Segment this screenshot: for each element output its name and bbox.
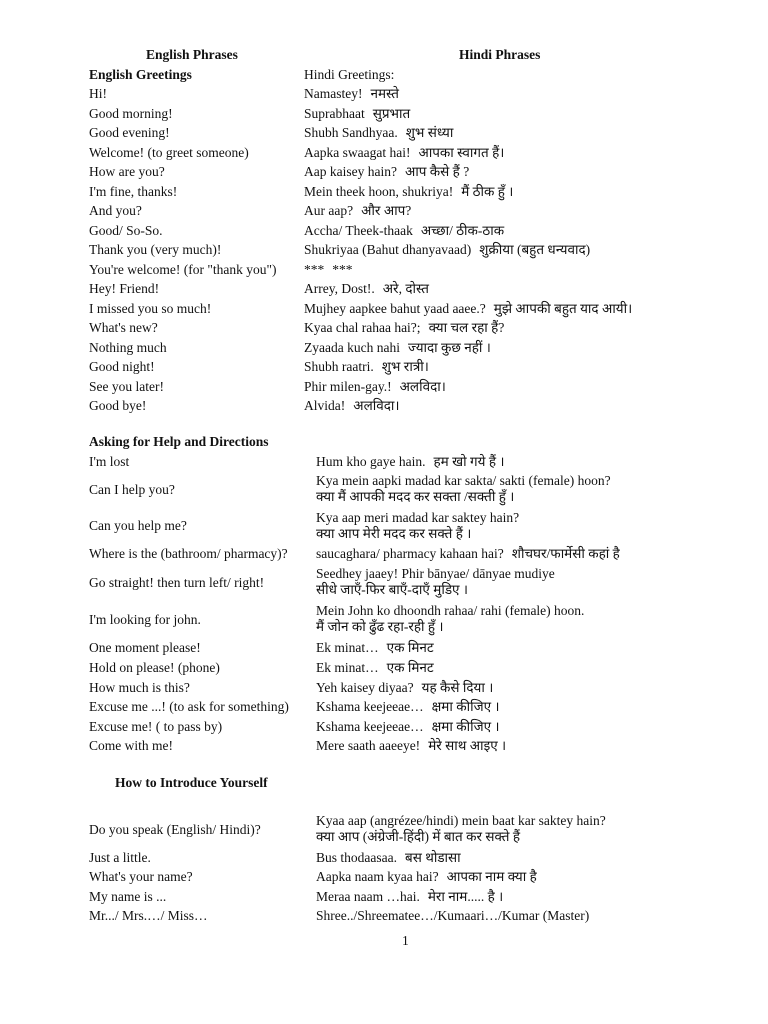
hindi-devanagari: क्या आप (अंग्रेजी-हिंदी) में बात कर सक्ते हैं (316, 829, 520, 844)
hindi-transliteration: Alvida! (304, 398, 346, 413)
english-phrase: Hey! Friend! (89, 281, 160, 296)
hindi-phrase (316, 738, 506, 754)
hindi-transliteration: Aapka naam kyaa hai? (316, 869, 439, 884)
hindi-phrase (304, 223, 504, 239)
english-phrase: Mr.../ Mrs.…/ Miss… (89, 908, 208, 923)
english-phrase: I missed you so much! (89, 300, 212, 316)
hindi-phrase (316, 850, 461, 866)
hindi-devanagari: बस थोडासा (404, 850, 461, 865)
hindi-phrase (316, 660, 434, 676)
hindi-phrase (316, 546, 620, 562)
hindi-phrase (316, 566, 555, 598)
hindi-transliteration: Aap kaisey hain? (304, 164, 397, 179)
hindi-transliteration: Kshama keejeeae… (316, 719, 424, 734)
hindi-transliteration: Yeh kaisey diyaa? (316, 680, 414, 695)
english-phrase: I'm looking for john. (89, 612, 201, 627)
hindi-phrase (316, 454, 504, 470)
english-phrase: Can you help me? (89, 518, 187, 533)
hindi-transliteration: Kyaa chal rahaa hai?; (304, 320, 421, 335)
hindi-phrase (304, 242, 590, 258)
section-title-introduce: How to Introduce Yourself (115, 775, 268, 790)
hindi-devanagari: शौचघर/फार्मेसी कहां है (511, 546, 620, 561)
header-english-phrases: English Phrases (146, 47, 238, 62)
english-phrase: Good morning! (89, 105, 173, 121)
hindi-transliteration: Arrey, Dost!. (304, 281, 375, 296)
hindi-devanagari: अलविदा। (353, 398, 400, 413)
hindi-devanagari: आपका नाम क्या है (446, 869, 537, 884)
english-phrase: Welcome! (to greet someone) (89, 144, 249, 160)
english-phrase: What's your name? (89, 869, 193, 884)
hindi-devanagari: *** (332, 261, 353, 277)
hindi-phrase (304, 145, 504, 161)
hindi-phrase (304, 281, 429, 297)
english-phrase: Good evening! (89, 125, 170, 140)
hindi-transliteration: Bus thodaasaa. (316, 850, 397, 865)
hindi-devanagari: एक मिनट (386, 660, 434, 675)
hindi-transliteration: Accha/ Theek-thaak (304, 222, 413, 238)
hindi-transliteration: Kshama keejeeae… (316, 699, 424, 714)
hindi-transliteration: Mein theek hoon, shukriya! (304, 183, 454, 199)
hindi-phrase (316, 510, 519, 542)
hindi-devanagari: क्या मैं आपकी मदद कर सक्ता /सक्ती हुँ । (316, 489, 515, 504)
hindi-phrase (304, 340, 491, 356)
hindi-devanagari: क्षमा कीजिए । (431, 719, 500, 734)
hindi-devanagari: ज्यादा कुछ नहीं । (407, 339, 491, 355)
hindi-transliteration: Suprabhaat (304, 105, 365, 121)
hindi-phrase (304, 379, 446, 395)
english-phrase: See you later! (89, 378, 164, 394)
page-number: 1 (402, 933, 409, 948)
hindi-devanagari: एक मिनट (386, 640, 434, 655)
hindi-transliteration: Shubh raatri. (304, 359, 374, 374)
english-phrase: What's new? (89, 320, 158, 335)
english-phrase: Nothing much (89, 339, 167, 355)
hindi-transliteration: Namastey! (304, 86, 363, 101)
hindi-transliteration: Zyaada kuch nahi (304, 339, 400, 355)
hindi-phrase (316, 889, 503, 905)
english-phrase: How much is this? (89, 680, 190, 695)
english-phrase: Hi! (89, 86, 107, 101)
hindi-phrase (316, 719, 500, 735)
hindi-phrase (304, 359, 429, 375)
hindi-phrase (316, 869, 537, 885)
hindi-devanagari: यह कैसे दिया । (421, 680, 494, 695)
hindi-phrase (316, 680, 493, 696)
hindi-phrase (304, 125, 453, 141)
hindi-devanagari: और आप? (361, 203, 412, 218)
hindi-transliteration: Kyaa aap (angrézee/hindi) mein baat kar saktey hain? (316, 813, 606, 828)
english-phrase: Can I help you? (89, 482, 175, 497)
hindi-transliteration: Shree../Shreematee…/Kumaari…/Kumar (Master) (316, 908, 590, 923)
hindi-phrase (304, 164, 469, 180)
hindi-devanagari: अरे, दोस्त (382, 281, 429, 296)
hindi-transliteration: Ek minat… (316, 660, 379, 675)
hindi-devanagari: मेरे साथ आइए । (428, 738, 507, 753)
hindi-devanagari: आप कैसे हैं ? (404, 164, 470, 179)
hindi-devanagari: सुप्रभात (372, 105, 411, 121)
hindi-transliteration: Seedhey jaaey! Phir bānyae/ dānyae mudiye (316, 566, 555, 581)
english-phrase: Hold on please! (phone) (89, 660, 220, 675)
english-phrase: Good/ So-So. (89, 222, 163, 238)
header-hindi-phrases: Hindi Phrases (459, 47, 541, 62)
english-phrase: Good bye! (89, 398, 147, 413)
english-phrase: I'm lost (89, 454, 130, 469)
english-phrase: Do you speak (English/ Hindi)? (89, 822, 261, 837)
hindi-devanagari: नमस्ते (370, 86, 399, 101)
hindi-devanagari: क्या चल रहा हैं? (428, 320, 505, 335)
hindi-phrase (316, 813, 606, 845)
hindi-devanagari: मुझे आपकी बहुत याद आयी। (493, 300, 633, 316)
hindi-transliteration: Kya aap meri madad kar saktey hain? (316, 510, 520, 525)
hindi-devanagari: क्षमा कीजिए । (431, 699, 500, 714)
hindi-devanagari: अच्छा/ ठीक-ठाक (420, 222, 505, 238)
hindi-devanagari: मेरा नाम..... है । (427, 889, 504, 904)
hindi-transliteration: Shukriyaa (Bahut dhanyavaad) (304, 242, 472, 257)
hindi-transliteration: Hum kho gaye hain. (316, 454, 426, 469)
section-title-directions: Asking for Help and Directions (89, 434, 269, 449)
english-phrase: One moment please! (89, 640, 201, 655)
hindi-phrase (316, 640, 434, 656)
hindi-devanagari: सीधे जाएँ-फिर बाएँ-दाएँ मुडिए । (316, 582, 468, 597)
english-phrase: Excuse me ...! (to ask for something) (89, 699, 289, 714)
hindi-phrase (316, 603, 584, 635)
english-phrase: You're welcome! (for "thank you") (89, 261, 277, 277)
english-phrase: And you? (89, 203, 142, 218)
english-phrase: Excuse me! ( to pass by) (89, 719, 223, 734)
english-phrase: Thank you (very much)! (89, 242, 222, 257)
hindi-phrase (304, 184, 513, 200)
hindi-devanagari: शुभ रात्री। (381, 359, 429, 374)
section-title-hindi-greetings: Hindi Greetings: (304, 67, 395, 82)
hindi-devanagari: मैं ठीक हुँ । (461, 183, 514, 199)
hindi-devanagari: अलविदा। (399, 378, 446, 394)
english-phrase: Good night! (89, 359, 155, 374)
hindi-transliteration: Aur aap? (304, 203, 354, 218)
english-phrase: Go straight! then turn left/ right! (89, 575, 265, 590)
hindi-devanagari: हम खो गये हैं । (433, 454, 505, 469)
hindi-transliteration: Mujhey aapkee bahut yaad aaee.? (304, 300, 486, 316)
hindi-phrase (316, 908, 597, 924)
hindi-phrase (304, 398, 400, 414)
english-phrase: My name is ... (89, 889, 167, 904)
hindi-devanagari: शुक्रीया (बहुत धन्यवाद) (479, 242, 591, 257)
hindi-transliteration: Shubh Sandhyaa. (304, 125, 398, 140)
hindi-transliteration: Phir milen-gay.! (304, 378, 392, 394)
hindi-transliteration: Aapka swaagat hai! (304, 144, 411, 160)
hindi-transliteration: Mein John ko dhoondh rahaa/ rahi (female) hoon. (316, 603, 585, 618)
hindi-transliteration: *** (304, 261, 325, 277)
hindi-transliteration: Meraa naam …hai. (316, 889, 420, 904)
hindi-devanagari: क्या आप मेरी मदद कर सक्ते हैं । (316, 526, 472, 541)
english-phrase: I'm fine, thanks! (89, 183, 178, 199)
english-phrase: Just a little. (89, 850, 151, 865)
hindi-phrase (304, 86, 399, 102)
hindi-phrase (316, 473, 611, 505)
hindi-devanagari: शुभ संध्या (405, 125, 454, 140)
hindi-phrase (304, 203, 411, 219)
hindi-transliteration: saucaghara/ pharmacy kahaan hai? (316, 546, 504, 561)
hindi-transliteration: Kya mein aapki madad kar sakta/ sakti (female) hoon? (316, 473, 611, 488)
hindi-phrase (304, 320, 504, 336)
english-phrase: Where is the (bathroom/ pharmacy)? (89, 546, 288, 561)
hindi-devanagari: आपका स्वागत हैं। (418, 144, 505, 160)
english-phrase: How are you? (89, 164, 165, 179)
hindi-phrase (304, 262, 353, 278)
hindi-devanagari: मैं जोन को ढुँढ रहा-रही हुँ । (316, 619, 444, 634)
hindi-phrase (304, 106, 410, 122)
hindi-phrase (316, 699, 500, 715)
section-title-english-greetings: English Greetings (89, 67, 192, 82)
hindi-transliteration: Mere saath aaeeye! (316, 738, 421, 753)
hindi-transliteration: Ek minat… (316, 640, 379, 655)
english-phrase: Come with me! (89, 738, 173, 753)
hindi-phrase (304, 301, 632, 317)
